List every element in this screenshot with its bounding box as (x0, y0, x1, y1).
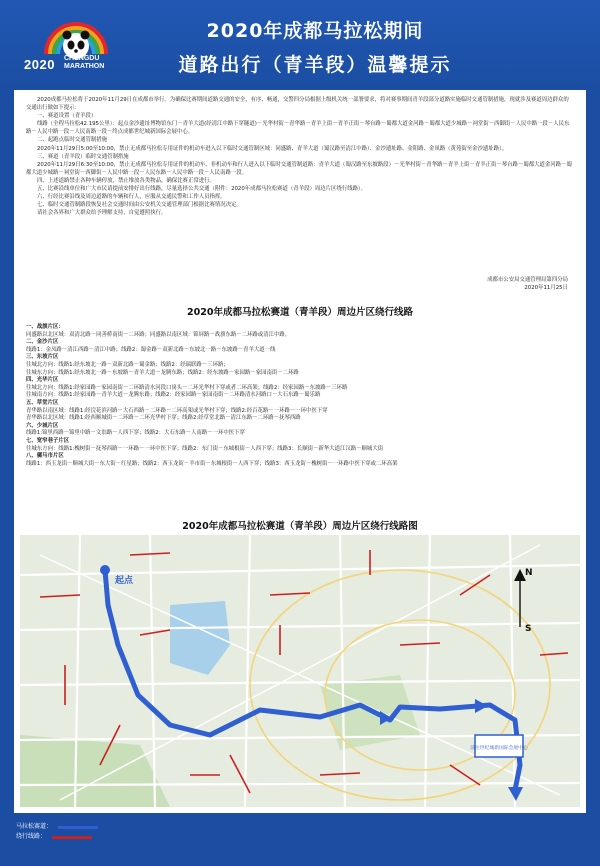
detour-title: 2020年成都马拉松赛道（青羊段）周边片区绕行线路 (187, 307, 413, 318)
map-legend (16, 822, 98, 842)
page-title-line2: 道路出行（青羊段）温馨提示 (178, 54, 452, 76)
legend-course-row (16, 822, 98, 832)
finish-note: 前往世纪城新国际会展中心 (470, 746, 528, 751)
section-6: 六、行经比赛沿线及周边道路的车辆和行人，应服从交通民警和工作人员指挥。 (37, 194, 226, 201)
area-2-title: 二、金沙片区 (26, 339, 59, 346)
logo-city: CHENGDU (64, 55, 100, 62)
area-6-body: 线路1:锦里西路－锦里中路－文翁路－人西下穿；线路2：大石东路－人南路－一环中医下穿 (26, 430, 245, 437)
area-1-title: 一、战旗片区： (26, 324, 64, 330)
section-3-body: 2020年11月29日6:30至10:00，禁止无成都马拉松专用证件的机动车、非机动车和行人进入以下临时交通管制道路：青羊大道（蜀汉路至东坡路段）－光华村街－青华路－青羊上街－青羊正街－琴台路－蜀都大道金河路－蜀都大道少城路－祠堂街－西御街－人民中路一段－人民东路－人民中路一段－人民南路一段。 (26, 161, 572, 176)
signature-org: 成都市公安局交通管理局第四分局 (487, 277, 568, 283)
area-7-title: 七、宽窄巷子片区 (26, 437, 70, 444)
signature-block (487, 276, 568, 292)
area-5-line2: 青华路以北区域：线路1:经西顺城街－二环路－二环光华村下穿；线路2:经草堂北路－清江东路－二环路－抚琴西路 (26, 415, 301, 422)
south-label: S (525, 624, 532, 634)
section-7: 七、临时交通管制路段恢复社会交通时间由公安机关交通管理部门根据比赛情况决定。 (37, 202, 242, 209)
section-1-body: 线路（全程马拉松42.195公里）：起点金沙遗址博物馆东门－青羊大道(经清江中路下穿隧道)－光华村街－青华路－青羊上街－青羊正街－琴台路－蜀都大道金河路－蜀都大道少城路－祠堂街－西御街－人民中路一段－人民东路－人民中路一段－人民南路一段－终点成都世纪城新国际会展中心。 (26, 121, 570, 136)
header-banner (0, 0, 600, 88)
section-2-title: 二、起跑点临时交通管制措施 (37, 137, 108, 144)
section-5: 五、比赛沿线单位和广大市民请提前安排好出行线路，尽量选择公共交通（附件：2020年成都马拉松赛道（青羊段）周边片区绕行线路）。 (37, 186, 367, 193)
area-3-line2: 往城东方向：线路1:经东坡北一路－东坡路－青羊大道－龙腾东路；线路2：经东坡路－家园路－家园南街－二环路 (26, 369, 299, 376)
area-4-line1: 往城北方向：线路1:经家园路－家园南街－二环路清水河段口岗头－二环光华村下穿或者二环高架；线路2：经家园路－东坡路－三环路 (26, 384, 348, 391)
section-1-title: 一、赛道设置（青羊段） (37, 113, 97, 120)
section-3-title: 三、赛道（青羊段）临时交通管制措施 (37, 153, 129, 160)
area-5-title: 五、草堂片区 (26, 399, 59, 406)
area-3-line1: 往城北方向：线路1:经东坡北一路－双新北路－蜀金路；线路2：经瑞联路－三环路； (26, 361, 229, 368)
area-6-title: 六、少城片区 (26, 422, 59, 429)
north-label: N (525, 568, 533, 578)
page-title-line1: 2020年成都马拉松期间 (206, 20, 424, 42)
signature-date: 2020年11月25日 (524, 285, 568, 291)
notice-panel (14, 90, 586, 300)
map-title: 2020年成都马拉松赛道（青羊段）周边片区绕行线路图 (182, 521, 418, 532)
start-label: 起点 (115, 576, 134, 586)
route-map-svg (20, 535, 580, 807)
area-5-line1: 青华路以南区域：线路1:经浣花滨河路－大石西路－二环路－二环高架或光华村下穿；线路2:经百花路－一环路－一环中医下穿 (26, 407, 328, 414)
area-2-body: 线路1：金凤路－清江西路－清江中路；线路2：蜀金路－双新北路－东坡北一路－东坡路－青羊大道一线 (26, 346, 276, 353)
legend-detour-swatch (52, 836, 92, 839)
area-7-body: 往城东方向：线路1:槐树街－抚琴西路－一环路－一环中医下穿；线路2：东门街－东城根街－人西下穿；线路3：长顺街－新华大道江汉路－顺城大街 (26, 445, 384, 452)
legend-course-label: 马拉松赛道： (16, 823, 53, 830)
area-4-line2: 往城南方向：线路1:经家园路－青羊大道－龙腾东路；线路2：经家园路－家园南街－二环路清水河路口－大石东路－蜀乐路 (26, 392, 321, 399)
legend-detour-row (16, 832, 98, 842)
closing-text: 请社会各界和广大群众给予理解支持，自觉遵照执行。 (37, 210, 167, 217)
area-4-title: 四、光华片区 (26, 377, 59, 384)
area-8-body: 线路1：西玉龙街－顺城大街－东大街－红星路；线路2：西玉龙街－羊市街－东城根街－人西下穿；线路3：西玉龙街－槐树街－一环路中医下穿或二环高架 (26, 460, 398, 467)
logo-event: MARATHON (64, 63, 105, 70)
logo-year: 2020 (24, 57, 55, 72)
legend-course-swatch (58, 826, 98, 829)
section-2-body: 2020年11月29日5:00至10:00，禁止无成都马拉松专用证件的机动车进入以下临时交通管制区域：同盛路、青羊大道（蜀汉路至清江中路）、金沙遗址路、金阳路、金凤路（黄苑街至金沙遗址路）。 (37, 145, 508, 152)
section-4: 四、上述道路禁止各种车辆停放，禁止堆放各类物品，确保比赛正常进行。 (37, 177, 215, 184)
detour-panel (14, 300, 586, 515)
route-map[interactable] (20, 535, 580, 807)
map-panel (14, 515, 586, 813)
start-marker (100, 565, 110, 575)
area-1-body: 同盛路以北区域：双清北路－同善桥南街－二环路；同盛路以南区域：锦屏路－战旗东路－二环路或清江中路。 (26, 331, 291, 338)
notice-intro: 2020成都马拉松将于2020年11月29日在成都市举行。为确保比赛期间道路交通的安全、有序、畅通，交警四分局根据上级机关统一部署要求，将对赛事期间青羊段部分道路实施临时交通管制措施，现就涉及赛道周边群众的交通出行做如下提示： (26, 97, 569, 112)
area-8-title: 八、骡马市片区 (26, 453, 64, 460)
legend-detour-label: 绕行线路： (16, 833, 47, 840)
area-3-title: 三、东坡片区 (26, 354, 59, 361)
logo-city-text (64, 55, 104, 71)
chengdu-marathon-logo (12, 8, 122, 84)
